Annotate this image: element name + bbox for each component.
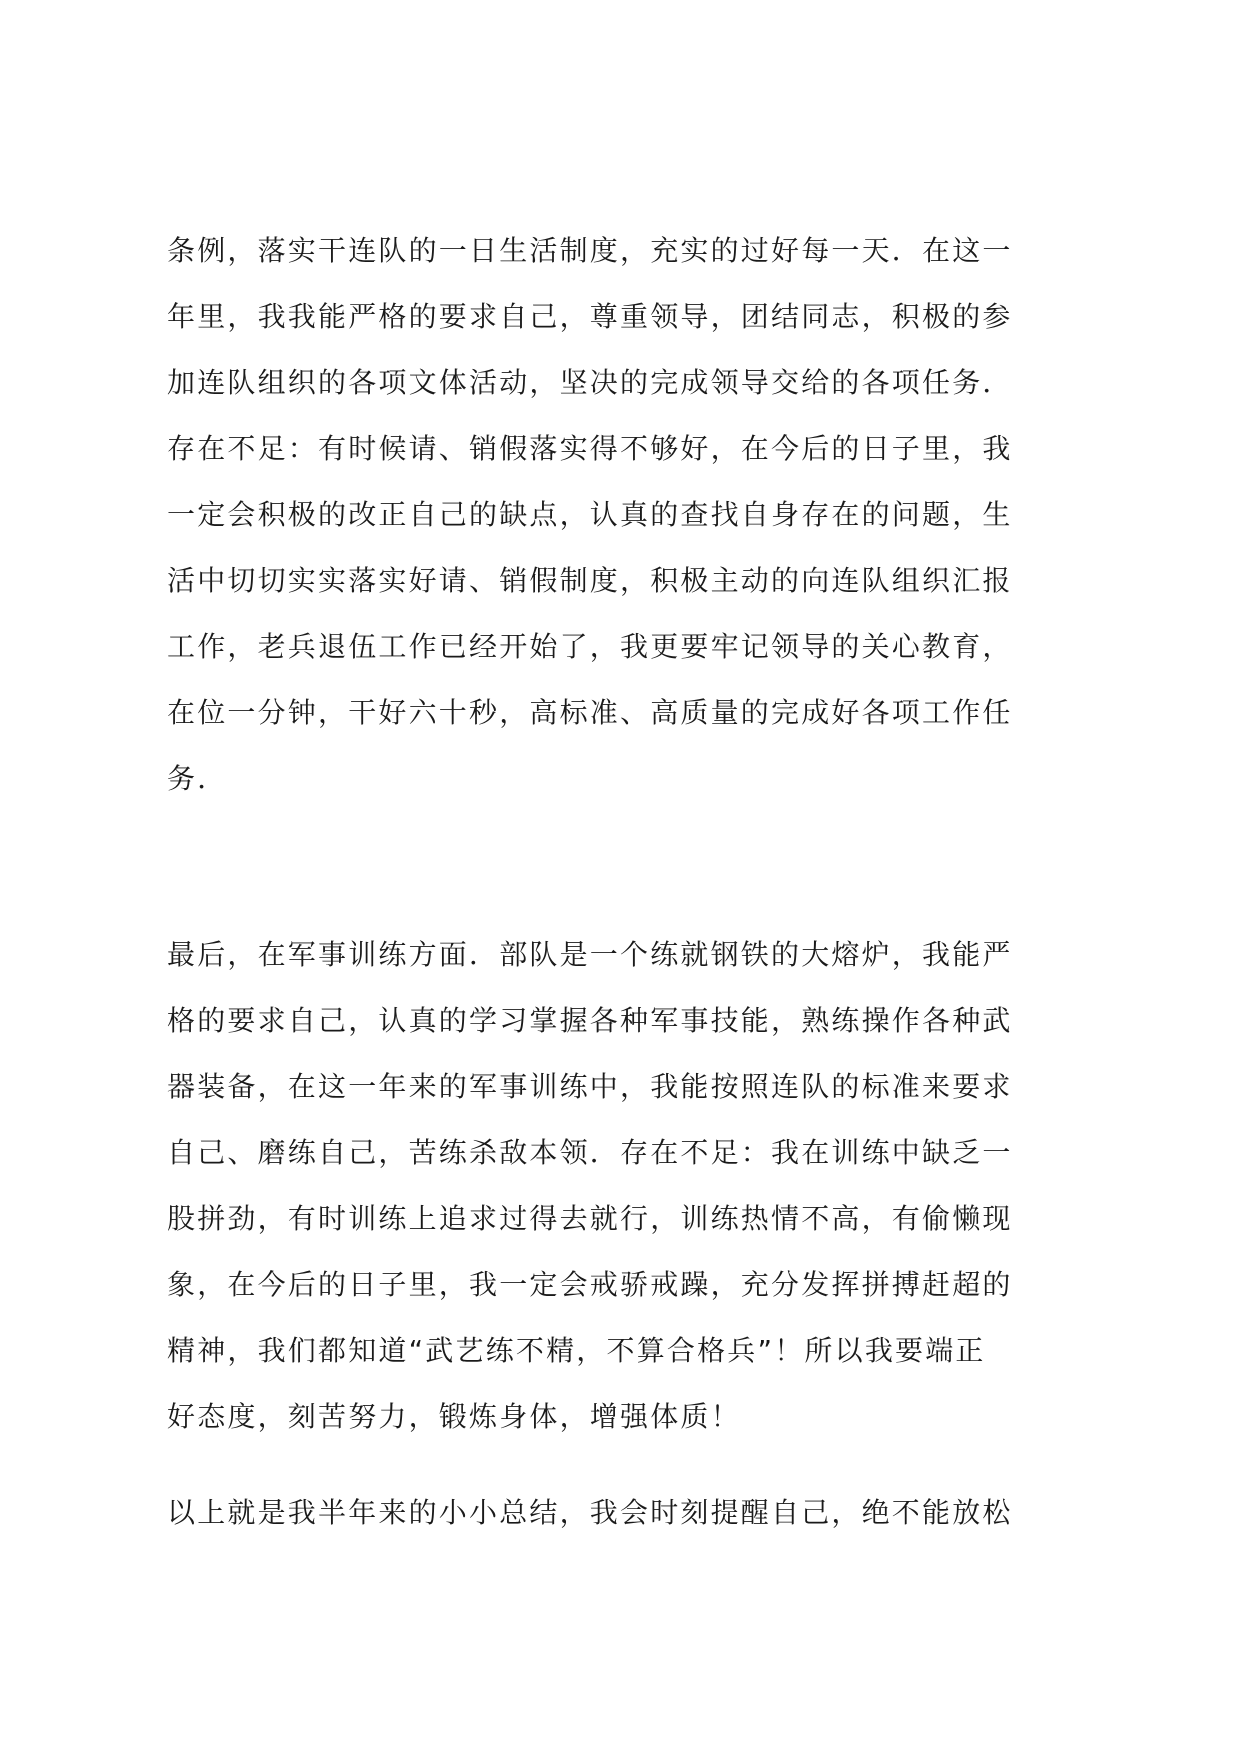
paragraph-line: 工作，老兵退伍工作已经开始了，我更要牢记领导的关心教育，	[167, 630, 1013, 663]
paragraph-line: 股拼劲，有时训练上追求过得去就行，训练热情不高，有偷懒现	[167, 1202, 1013, 1235]
paragraph-line: 以上就是我半年来的小小总结，我会时刻提醒自己，绝不能放松	[167, 1496, 1013, 1529]
paragraph-daily-life	[167, 218, 1087, 812]
paragraph-line: 活中切切实实落实好请、销假制度，积极主动的向连队组织汇报	[167, 564, 1013, 597]
paragraph-line: 象，在今后的日子里，我一定会戒骄戒躁，充分发挥拼搏赶超的	[167, 1268, 1013, 1301]
paragraph-line: 存在不足：有时候请、销假落实得不够好，在今后的日子里，我	[167, 432, 1013, 465]
paragraph-line: 条例，落实干连队的一日生活制度，充实的过好每一天．在这一	[167, 234, 1013, 267]
paragraph-line: 年里，我我能严格的要求自己，尊重领导，团结同志，积极的参	[167, 300, 1013, 333]
paragraph-line: 一定会积极的改正自己的缺点，认真的查找自身存在的问题，生	[167, 498, 1013, 531]
paragraph-line: 好态度，刻苦努力，锻炼身体，增强体质！	[167, 1400, 741, 1433]
paragraph-line: 自己、磨练自己，苦练杀敌本领．存在不足：我在训练中缺乏一	[167, 1136, 1013, 1169]
paragraph-line: 最后，在军事训练方面．部队是一个练就钢铁的大熔炉，我能严	[167, 938, 1013, 971]
paragraph-summary	[167, 1480, 1087, 1546]
paragraph-line: 务．	[167, 762, 228, 795]
paragraph-line: 在位一分钟，干好六十秒，高标准、高质量的完成好各项工作任	[167, 696, 1013, 729]
paragraph-line: 加连队组织的各项文体活动，坚决的完成领导交给的各项任务．	[167, 366, 1013, 399]
paragraph-line: 精神，我们都知道“武艺练不精，不算合格兵”！所以我要端正	[167, 1334, 986, 1367]
paragraph-line: 格的要求自己，认真的学习掌握各种军事技能，熟练操作各种武	[167, 1004, 1013, 1037]
paragraph-military-training	[167, 922, 1087, 1450]
paragraph-line: 器装备，在这一年来的军事训练中，我能按照连队的标准来要求	[167, 1070, 1013, 1103]
